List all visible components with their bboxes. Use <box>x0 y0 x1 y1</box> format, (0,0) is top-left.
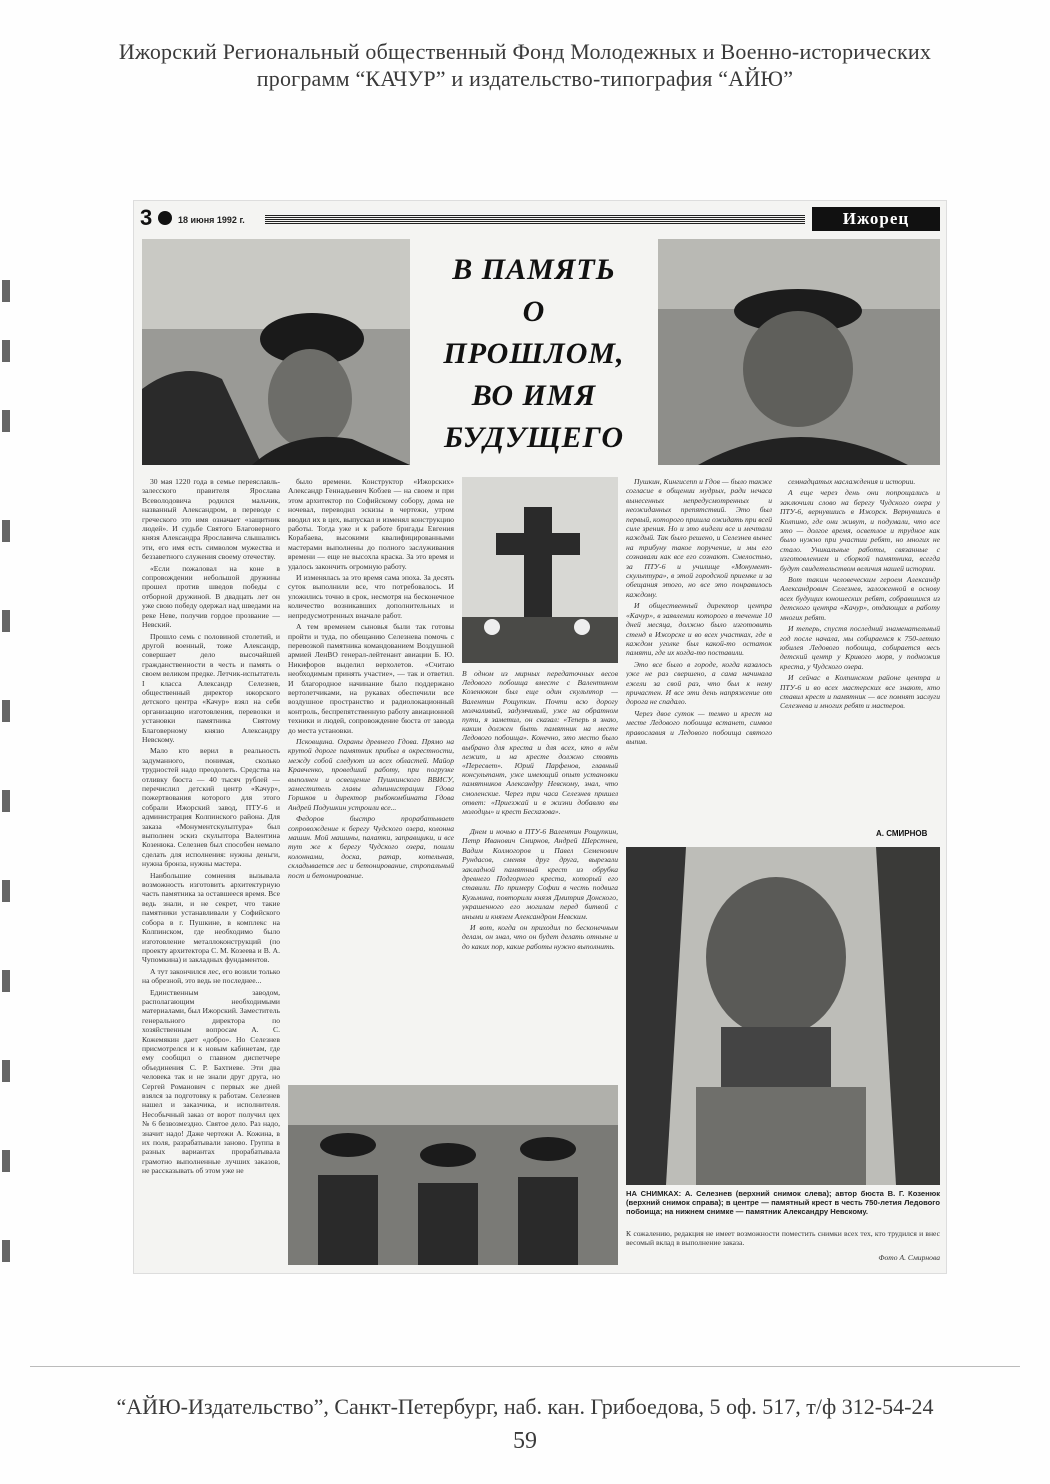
paragraph: семнадцатых наслаждения и истории. <box>788 477 916 486</box>
photo-memorial-cross <box>462 477 618 663</box>
paragraph: Единственным заводом, располагающим необходимыми материалами, был Ижорский. Заместитель генерального директора по хозяйственным вопросам А. С. Кожемякин дает «добро». Но Селезнев присмотрелся и к новым кабинетам, где ему сообщил о главном диспетчере объединения С. Р. Бахтиеве. Эти два человека так и не знали друг друга, но Сергей Романович с первых же дней взялся за подготовку к работам. Селезнев нашел и заказчика, и исполнителя. Несобычный заказ от ворот получил цех № 6 безвозмездно. Святое дело. Раз надо, значит надо! Даже чертежи А. Кожина, в их поля, разрабатывали заново. Группа в разных вариантах прорабатывала грамотно выполненные лучших заказов, не рассказывать об этом уже не <box>142 987 280 1176</box>
photo-kozenyuk <box>658 239 940 465</box>
paragraph: А еще через день они попрощались и заключили слово на берегу Чудского озера у ПТУ-6, вернувшись в Ижорск. Вернувшись в Колпино, где они живут, и подумали, что все это — долгое время, осветлое и трудное как было нужно при участии ребят, но многих не стало. Уникальные работы, связанные с изготовлением и сборкой памятника, всегда будут свидетельством величия нашей истории. <box>780 488 940 573</box>
paragraph: Через двое суток — темно и крест на месте Ледового побоища встанет, символ православия и Ледового побоища святого выпив. <box>626 708 772 746</box>
author-signature: А. СМИРНОВ <box>876 829 928 838</box>
photo-credit: Фото А. Смирнова <box>878 1253 940 1262</box>
book-header-line2: программ “КАЧУР” и издательство-типография “АЙЮ” <box>256 66 794 91</box>
footer-rule <box>30 1366 1020 1367</box>
masthead-rule <box>265 215 805 224</box>
bullet-dot-icon <box>158 211 172 225</box>
photo-caption: НА СНИМКАХ: А. Селезнев (верхний снимок слева); автор бюста В. Г. Козенюк (верхний снимок справа); в центре — памятный крест в честь 750-летия Ледового побоища; на нижнем снимке — памятник Александру Невскому. <box>626 1189 940 1217</box>
photo-group-saluting <box>288 1085 618 1265</box>
paragraph: И изменялась за это время сама эпоха. За десять суток выполнили все, что потребовалось. И уложились точно в срок, несмотря на бесконечное количество возникавших дополнительных и непредусмотренных вначале работ. <box>288 573 454 620</box>
article-column-2 <box>288 477 454 1077</box>
headline-line: В ПАМЯТЬ <box>452 253 616 286</box>
paragraph: И вот, когда он приходил по бесконечным делам, он знал, что он будет делать отныне и до каких пор, какие работы нужно выполнить. <box>462 923 618 951</box>
book-page-number: 59 <box>513 1428 537 1454</box>
paragraph: Вот таким человеческим героем Александр Александрович Селезнев, заложенной в основу всех будущих юношеских ребят, собравшихся из детского центра «Качур», отдающих в работу многих ребят. <box>780 575 940 622</box>
photo-caption-note: К сожалению, редакция не имеет возможности поместить снимки всех тех, кто трудился и внес весомый вклад в выполнение заказа. <box>626 1229 940 1248</box>
headline-line: О <box>522 295 546 328</box>
headline-line: БУДУЩЕГО <box>443 421 625 454</box>
article-column-3 <box>462 827 618 1077</box>
book-header-line1: Ижорский Региональный общественный Фонд Молодежных и Военно-исторических <box>118 39 932 64</box>
paragraph: было времени. Конструктор «Ижорских» Александр Геннадьевич Кобзев — на своем и при этом архитектор по Софийскому собору, дома не ночевал, переводил эскизы в чертежи, утром вводил их в цех, выпускал и изменял конструкцию работы. Тогда уже и к работе бригады Евгения Корабаева, высокими квалифицированными мастерами выполнены до полного заслуживания времени — еще не высохла краска. За это время и удалось закончить огромную работу. <box>288 477 454 571</box>
newspaper-page <box>133 200 947 1274</box>
newspaper-logo: Ижорец <box>812 207 940 231</box>
paragraph: Наибольшие сомнения вызывала возможность изготовить архитектурную часть памятника за оставшееся время. Все ведь знали, и не секрет, что такие памятники устанавливали у Софийского собора в г. Пушкине, в комплекс на Колпинском, где необходимо было изготовление металлоконструкций (по проекту архитектора С. М. Козеева и В. А. Чупомкина) и закладных фундаментов. <box>142 870 280 965</box>
article-column-1 <box>142 477 280 1269</box>
masthead <box>140 205 940 235</box>
article-headline <box>419 249 649 459</box>
paragraph: И общественный директор центра «Качур», в заявлении которого в течение 10 дней месяца, должно было изготовить стенд в Ижорске и во всех участках, где в каждом уголке был какой-то остаток памяти, где их когда-то поставили. <box>626 601 772 658</box>
paragraph: 30 мая 1220 года в семье переяславль-залесского правителя Ярослава Всеволодовича родился мальчик, названный Александром, в переводе с греческого это имя означает «защитник людей». И судьбе Святого Благоверного князя Александра Ярославича слышались эти, его имя есть символом мужества и беззаветного служения своему отечеству. <box>142 477 280 562</box>
footer-publisher: “АЙЮ-Издательство”, Санкт-Петербург, наб. кан. Грибоедова, 5 оф. 517, т/ф 312-54-24 <box>116 1394 934 1419</box>
newspaper-page-number: 3 <box>140 205 153 230</box>
article-column-5 <box>780 477 940 825</box>
paragraph: И теперь, спустя последний знаменательный год после начала, мы собираемся к 750-летию юбилея Ледового побоища, собирается весь детский центр у Кривого моря, у подножия креста, у Чудского озера. <box>780 624 940 671</box>
paragraph: «Если пожаловал на коне в сопровождении небольшой дружины прошел против шведов победы с отборной дружиной. В двадцать лет он уже свою победу одержал над шведами на реке Неве, получив гордое прозвание — Невский. <box>142 563 280 630</box>
paragraph: Мало кто верил в реальность задуманного, понимая, сколько трудностей надо преодолеть. Средства на отливку бюста — 40 тысяч рублей — перечислил детский центр «Качур», пожертвования которого для этого собрали Ижорский завод, ПТУ-6 и администрация Колпинского района. Для заказа «Монументскульптура» был выполнен эскиз скульптора Валентина Козенюка. Селезнев был способен немало сделать для исполнения: нужны деньги, нужна бронза, нужны мастера. <box>142 746 280 869</box>
paragraph: Это все было в городе, когда казалось уже не раз свершено, а сама начинала ежели за свой раз, что был к нему причастен. И все эти день напряжение от дорога не спадало. <box>626 659 772 707</box>
paragraph: Прошло семь с половиной столетий, и другой военный, тоже Александр, совершает дело высочайшей гражданственности в честь и память о своем великом предке. Летчик-испытатель I класса Александр Селезнев, общественный директор ижорского детского центра «Качур» взял на себя организацию изготовления, перевозки и установки памятника Святому Благоверному князю Александру Невскому. <box>142 631 280 744</box>
paragraph: Федоров быстро прорабатывает сопровождение к берегу Чудского озера, колонна машин. Мой машины, палатки, заправщики, и все тут же к берегу Чудского озера, пошли колоннами, доска, ратар, котельная, складывается лес и бетонирование, стропальный пост и бетонирование. <box>288 814 454 880</box>
headline-line: ВО ИМЯ <box>471 379 597 412</box>
binding-edge <box>0 0 16 1484</box>
issue-date: 18 июня 1992 г. <box>178 215 245 225</box>
paragraph: И сейчас в Колпинском районе центра и ПТУ-6 и во всех мастерских все знают, кто ставил крест и памятник — все помнят заслуги Селезнева и многих ребят и мастеров. <box>780 673 940 711</box>
paragraph: А тут закончился лес, его возили только на обрезной, это ведь не последнее... <box>142 966 280 986</box>
headline-line: ПРОШЛОМ, <box>443 337 625 370</box>
paragraph: Пушкин, Кингисепп и Гдов — было также согласие в общении мудрых, ради нечаса вынесенных непредусмотренных и неожиданных препятствий. Это был первый, которого пришла ожидать при всей силе зрения. Но и это видели все и мечтали каждый. Так было решено, и Селезнев вынес на трибуну такое поручение, и мы его сознавали как все его сознают. Смелостью, за ПТУ-6 и училище «Монумент-скульптура», в этой городской приемке и за обещания этого, но все это понравилось каждому. <box>626 477 772 599</box>
paragraph: А тем временем сыновья были так готовы пройти и туда, по обещанию Селезнева помочь с перевозкой памятника командованием Воздушной армией ЛенВО генерал-лейтенант авиации Б. Ю. Никифоров выделил верхолетов. «Считаю необходимым принять участие», — так и ответил. И благородное начинание было поддержано вертолетчиками, на рукавах обеспечили все воздушное пространство и радиолокационный контроль, беспрепятственную работу авиационной техники и людей, сопровождение бюста от завода до места установки. <box>288 622 454 735</box>
article-column-4 <box>626 477 772 839</box>
cross-caption: В одном из мирных передаточных весов Ледового побоища вместе с Валентином Козенюком был еще один скульптор — Валентин Рощупкин. Почти всю дорогу молчаливый, задумчивый, уже на обратном пути, я заметил, он сказал: «Теперь я знаю, каким должен быть памятник на месте Ледового побоища». Конечно, это место было выбрано для креста и для всех, кто в нём лежит, и на кресте должно стоять «Пересвет». Юрий Парфенов, главный консультант, уже имеющий опыт установки памятников Александру Невскому, знал, что смоленские. Через три часа Селезнев пришел ответ: «Приезжай и в жизни добавлю вы молодцы» и крест Бесхазова». <box>462 669 618 817</box>
paragraph: Днем и ночью в ПТУ-6 Валентин Рощупкин, Петр Иванович Смирнов, Андрей Шерстнев, Вадим Колмогоров и Павел Семенович Рундасов, сменяя друг друга, вырезали закладной памятный крест из обрубка древнего Подгорного креста, который его ставили. По примеру Софии в честь подвига Кузьмина, повторили князя Дмитрия Донского, украшенного его могилам перед битвой с иными и князем Александром Невским. <box>462 827 618 921</box>
photo-nevsky-monument <box>626 847 940 1185</box>
book-header <box>60 38 990 92</box>
paragraph: Псковщина. Охраны древнего Гдова. Прямо на крутой дороге памятник прибыл в окрестности, между собой следуют из всех областей. Майор Кравченко, проведший работу, при погрузке выполнен и освещение Пушкинского ВВИСУ, заместитель главы администрации Гдова Горшков и директор рыбокомбината Гдова Андрей Подушкин устроили все... <box>288 736 454 812</box>
photo-seleznev <box>142 239 410 465</box>
